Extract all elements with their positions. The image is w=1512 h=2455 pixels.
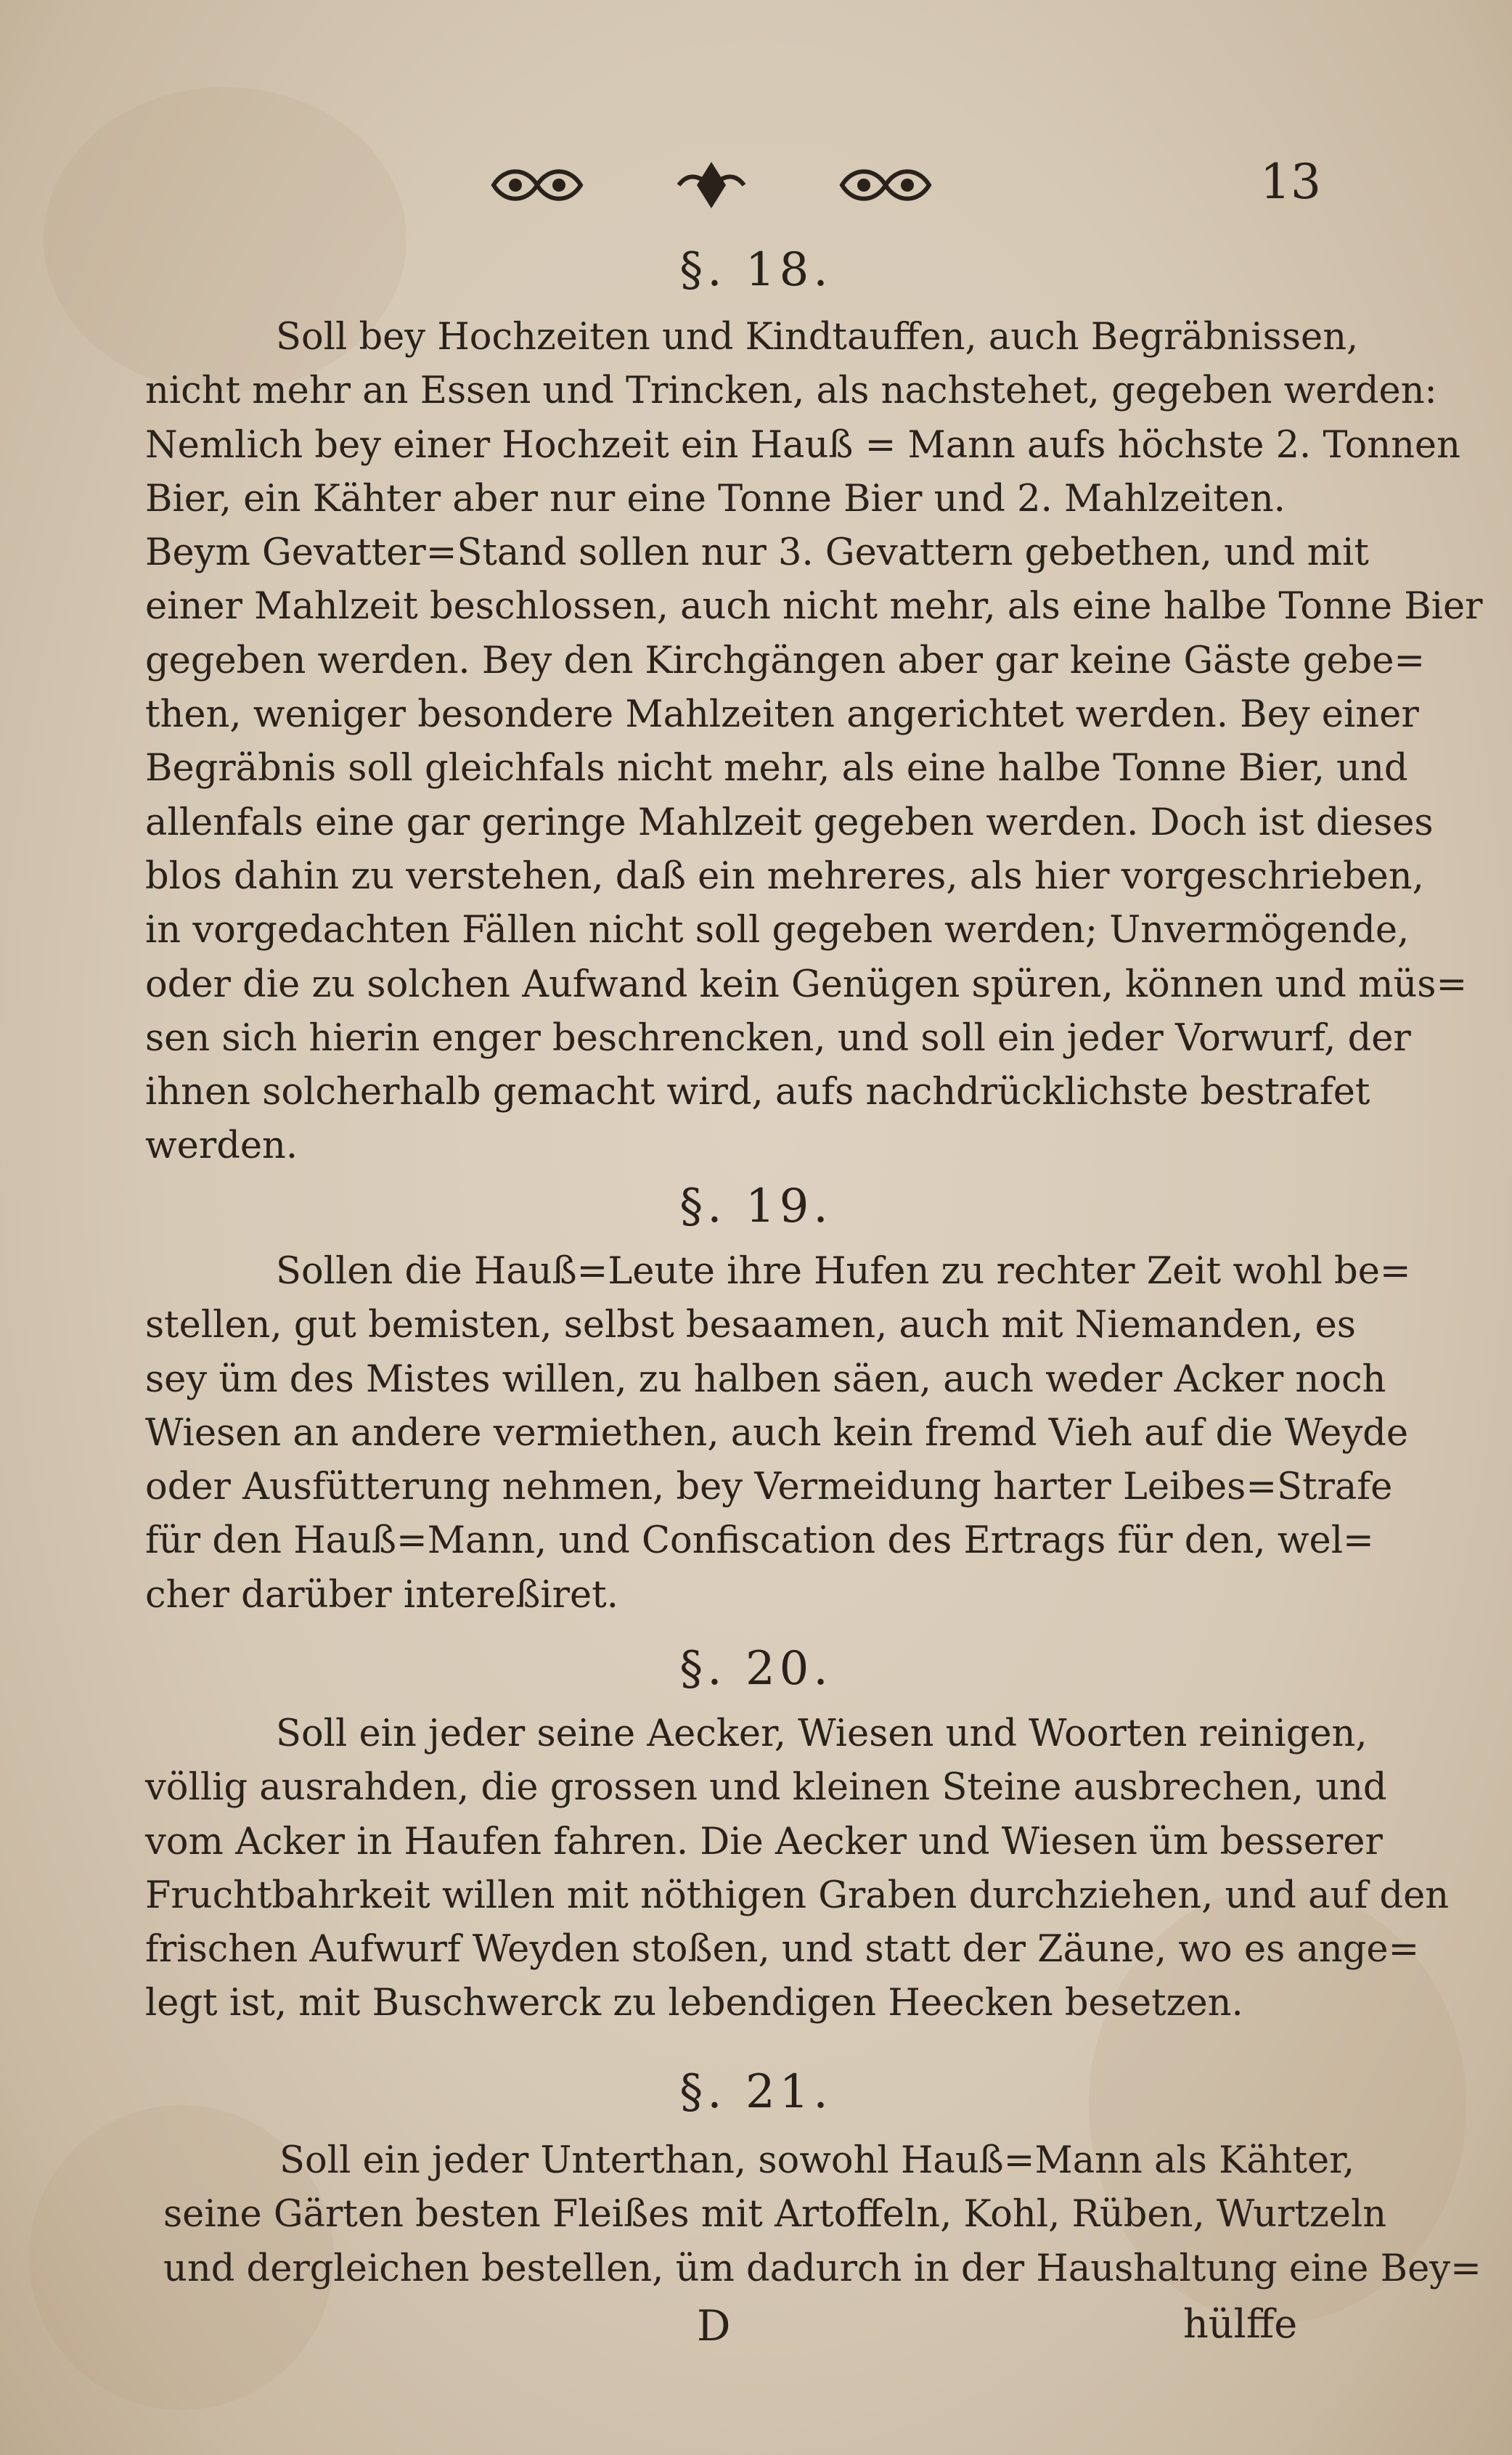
text-line: frischen Aufwurf Weyden stoßen, und statt der Zäune, wo es ange= — [145, 1928, 1420, 1972]
text-line: Nemlich bey einer Hochzeit ein Hauß = Mann aufs höchste 2. Tonnen — [145, 423, 1460, 467]
ornament-left-icon — [486, 163, 588, 207]
text-line: Begräbnis soll gleichfals nicht mehr, als eine halbe Tonne Bier, und — [145, 747, 1408, 791]
text-line: allenfals eine gar geringe Mahlzeit gegeben werden. Doch ist dieses — [145, 801, 1434, 844]
text-line: nicht mehr an Essen und Trincken, als nachstehet, gegeben werden: — [145, 369, 1437, 413]
text-line: Fruchtbahrkeit willen mit nöthigen Graben durchziehen, und auf den — [145, 1874, 1450, 1917]
text-line: ihnen solcherhalb gemacht wird, aufs nachdrücklichste bestrafet — [145, 1071, 1370, 1114]
text-line: Wiesen an andere vermiethen, auch kein fremd Vieh auf die Weyde — [145, 1411, 1409, 1455]
text-line: oder Ausfütterung nehmen, bey Vermeidung harter Leibes=Strafe — [145, 1466, 1393, 1509]
text-line: Sollen die Hauß=Leute ihre Hufen zu rechter Zeit wohl be= — [276, 1250, 1411, 1293]
text-line: then, weniger besondere Mahlzeiten angerichtet werden. Bey einer — [145, 693, 1419, 737]
text-line: einer Mahlzeit beschlossen, auch nicht mehr, als eine halbe Tonne Bier — [145, 585, 1483, 629]
text-line: cher darüber intereßiret. — [145, 1573, 618, 1617]
text-line: Beym Gevatter=Stand sollen nur 3. Gevattern gebethen, und mit — [145, 531, 1369, 575]
text-line: Soll ein jeder Unterthan, sowohl Hauß=Mann als Kähter, — [279, 2139, 1355, 2182]
text-line: völlig ausrahden, die grossen und kleinen Steine ausbrechen, und — [145, 1766, 1387, 1810]
text-line: werden. — [145, 1124, 298, 1168]
text-line: sey üm des Mistes willen, zu halben säen, auch weder Acker noch — [145, 1357, 1386, 1401]
text-line: Soll ein jeder seine Aecker, Wiesen und Woorten reinigen, — [276, 1712, 1368, 1755]
text-line: für den Hauß=Mann, und Confiscation des Ertrags für den, wel= — [145, 1519, 1374, 1563]
text-line: und dergleichen bestellen, üm dadurch in der Haushaltung eine Bey= — [163, 2247, 1482, 2290]
ornament-right-icon — [835, 163, 936, 207]
section-body — [163, 2134, 1482, 2296]
text-line: sen sich hierin enger beschrencken, und soll ein jeder Vorwurf, der — [145, 1016, 1411, 1060]
text-line: vom Acker in Haufen fahren. Die Aecker und Wiesen üm besserer — [145, 1820, 1383, 1863]
section-heading: §. 21. — [679, 2065, 833, 2119]
section-body — [145, 1245, 1411, 1622]
text-line: oder die zu solchen Aufwand kein Genügen spüren, können und müs= — [145, 963, 1468, 1006]
section-body — [145, 311, 1483, 1174]
header-ornament — [486, 152, 936, 218]
text-line: gegeben werden. Bey den Kirchgängen aber gar keine Gäste gebe= — [145, 639, 1426, 682]
text-line: legt ist, mit Buschwerck zu lebendigen Heecken besetzen. — [145, 1982, 1243, 2025]
text-line: blos dahin zu verstehen, daß ein mehreres, als hier vorgeschrieben, — [145, 854, 1424, 898]
text-line: in vorgedachten Fällen nicht soll gegeben werden; Unvermögende, — [145, 909, 1410, 952]
text-line: seine Gärten besten Fleißes mit Artoffeln, Kohl, Rüben, Wurtzeln — [163, 2193, 1387, 2237]
page-number: 13 — [1260, 154, 1321, 210]
section-heading: §. 20. — [679, 1642, 833, 1696]
ornament-center-icon — [671, 156, 751, 214]
text-line: stellen, gut bemisten, selbst besaamen, auch mit Niemanden, es — [145, 1304, 1356, 1347]
section-body — [145, 1707, 1450, 2031]
section-heading: §. 18. — [679, 243, 833, 297]
text-line: Soll bey Hochzeiten und Kindtauffen, auch Begräbnissen, — [276, 316, 1359, 359]
section-heading: §. 19. — [679, 1180, 833, 1233]
signature-mark: D — [697, 2301, 731, 2350]
text-line: Bier, ein Kähter aber nur eine Tonne Bier und 2. Mahlzeiten. — [145, 477, 1286, 520]
catchword: hülffe — [1183, 2301, 1298, 2347]
